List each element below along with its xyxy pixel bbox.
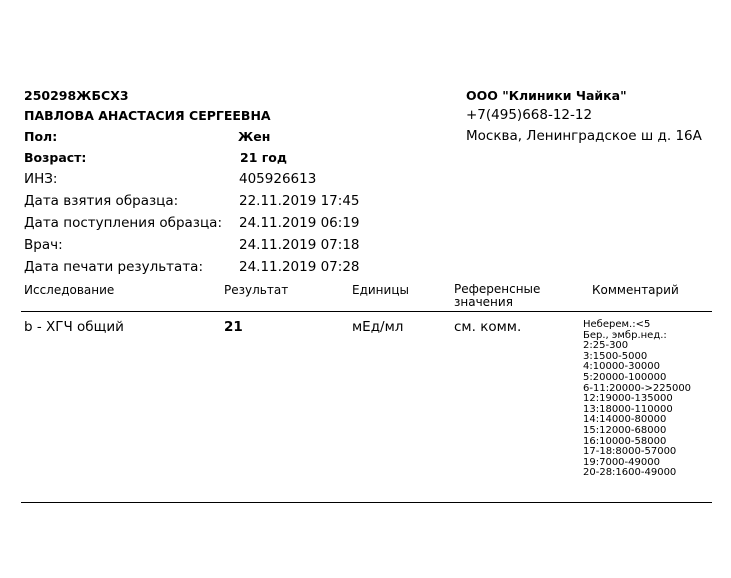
clinic-address: Москва, Ленинградское ш д. 16А (466, 128, 702, 144)
comment-line: 2:25-300 (583, 340, 629, 352)
sex-value: Жен (238, 129, 271, 144)
inz-value: 405926613 (239, 171, 317, 187)
sex-label: Пол: (24, 129, 58, 144)
row-result: 21 (224, 319, 243, 335)
comment-line: 13:18000-110000 (583, 403, 673, 415)
row-test: b - ХГЧ общий (24, 319, 124, 335)
header-divider (21, 311, 712, 312)
sample-taken-label: Дата взятия образца: (24, 193, 179, 209)
doctor-label: Врач: (24, 237, 63, 253)
sample-received-value: 24.11.2019 06:19 (239, 215, 360, 231)
row-units: мЕд/мл (352, 319, 404, 335)
age-value: 21 год (240, 150, 287, 165)
header-reference-line1: Референсные (454, 282, 541, 296)
comment-line: Неберем.:<5 (583, 319, 651, 330)
clinic-name: ООО "Клиники Чайка" (466, 88, 627, 103)
patient-name: ПАВЛОВА АНАСТАСИЯ СЕРГЕЕВНА (24, 108, 271, 123)
comment-line: 16:10000-58000 (583, 435, 667, 447)
comment-line: 14:14000-80000 (583, 414, 667, 426)
comment-line: 19:7000-49000 (583, 456, 660, 468)
comment-line: 15:12000-68000 (583, 424, 667, 436)
comment-line: 12:19000-135000 (583, 393, 673, 405)
header-units: Единицы (352, 283, 409, 297)
comment-line: 20-28:1600-49000 (583, 467, 677, 479)
table-bottom-rule (21, 502, 712, 503)
age-label: Возраст: (24, 150, 87, 165)
comment-line: 4:10000-30000 (583, 361, 660, 373)
header-reference-line2: значения (454, 295, 513, 309)
header-result: Результат (224, 283, 289, 297)
comment-line: 17-18:8000-57000 (583, 446, 677, 458)
inz-label: ИНЗ: (24, 171, 58, 187)
header-reference (454, 283, 540, 309)
patient-id-code: 250298ЖБСХ3 (24, 88, 129, 103)
header-test: Исследование (24, 283, 115, 297)
doctor-value: 24.11.2019 07:18 (239, 237, 360, 253)
printed-value: 24.11.2019 07:28 (239, 259, 360, 275)
row-reference: см. комм. (454, 319, 522, 335)
comment-line: Бер., эмбр.нед.: (583, 329, 667, 341)
row-comment (583, 320, 691, 479)
comment-line: 3:1500-5000 (583, 350, 648, 362)
printed-label: Дата печати результата: (24, 259, 204, 275)
sample-received-label: Дата поступления образца: (24, 215, 222, 231)
comment-line: 6-11:20000->225000 (583, 382, 692, 394)
clinic-phone: +7(495)668-12-12 (466, 107, 593, 123)
comment-line: 5:20000-100000 (583, 371, 667, 383)
header-comment: Комментарий (592, 283, 679, 297)
sample-taken-value: 22.11.2019 17:45 (239, 193, 360, 209)
